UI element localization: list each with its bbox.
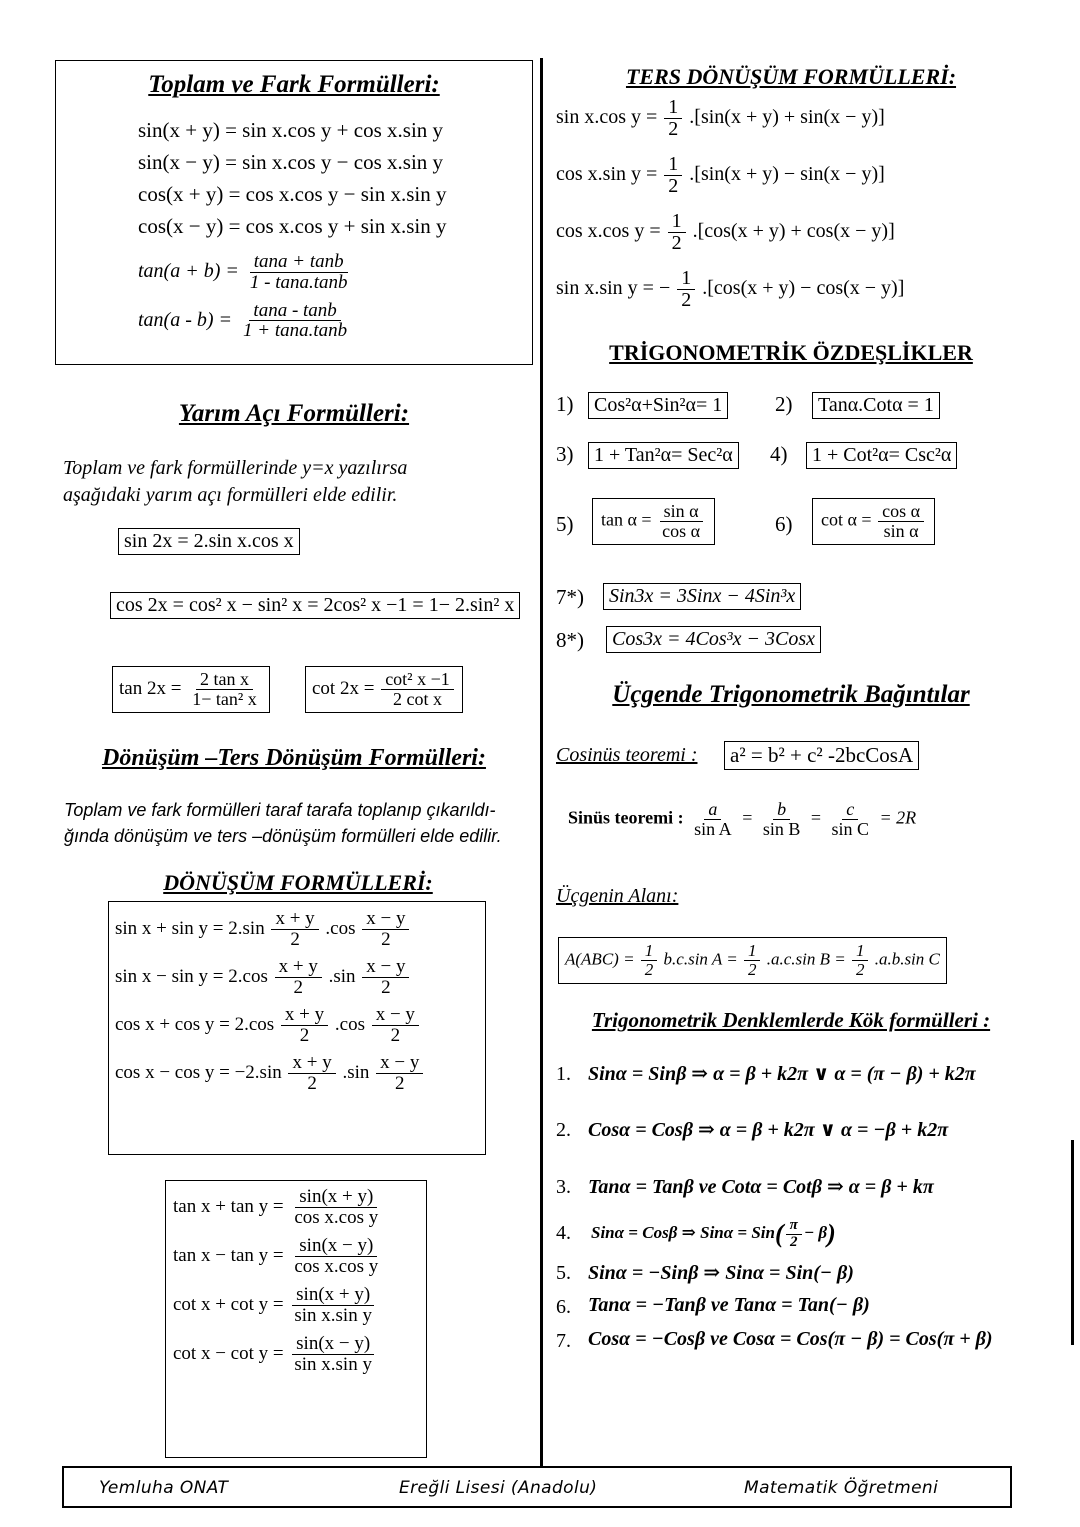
sine-theorem-row: Sinüs teoremi : $\frac{a}{\text{sin A}}$ = $\frac{b}{\text{sin B}}$ = $\frac{c}{\text{sin C}}$ = 2R <box>568 799 917 839</box>
sin2x-box: sin 2x = 2.sin x.cos x <box>118 528 300 555</box>
transform-heading: Dönüşüm –Ters Dönüşüm Formülleri: <box>102 745 486 771</box>
tan2x-box: tan 2x = $\frac{\text{2 tan x}}{\text{1− tan² x}}$ <box>112 666 270 713</box>
triangle-area-label: Üçgenin Alanı: <box>556 885 679 907</box>
root-formulas-heading: Trigonometrik Denklemlerde Kök formülleri : <box>591 1008 991 1032</box>
tan-sum-formula: tan(a + b) = $\frac{\tan a + \tan b}{1 - \tan a.\tan b}$ <box>138 250 348 293</box>
root-number-4: 4. <box>556 1222 571 1244</box>
column-divider <box>540 58 543 1466</box>
transform-intro: Toplam ve fark formülleri taraf tarafa toplanıp çıkarıldı- ğında dönüşüm ve ters –dönüşüm formülleri elde edilir. <box>64 800 502 846</box>
root-formula-5: Sinα = −Sinβ ⇒ Sinα = Sin(− β) <box>588 1262 854 1284</box>
transform-row: cos x − cos y = −2.sin $\frac{x + y}{2}$ .sin $\frac{x - y}{2}$ <box>115 1053 485 1094</box>
identity-box-4: 1 + Cot²α= Csc²α <box>806 442 957 469</box>
sum-formula: cos(x + y) = cos x.cos y − sin x.sin y <box>138 181 447 206</box>
identity-number-8: 8*) <box>556 628 584 652</box>
footer-author-name: Yemluha ONAT <box>99 1478 229 1498</box>
inverse-transform-list <box>556 97 1036 311</box>
identity-number-3: 3) <box>556 442 574 466</box>
sum-formula: cos(x − y) = cos x.cos y + sin x.sin y <box>138 213 447 238</box>
root-number-2: 2. <box>556 1119 571 1141</box>
footer-bar <box>62 1466 1012 1508</box>
inverse-transform-row: cos x.sin y = $\frac{1}{2}$ .[sin(x + y) − sin(x − y)] <box>556 153 885 197</box>
cot2x-box: cot 2x = $\frac{\text{cot² x −1}}{\text{2 cot x}}$ <box>305 666 463 713</box>
inverse-transform-row: sin x.cos y = $\frac{1}{2}$ .[sin(x + y) + sin(x − y)] <box>556 96 885 140</box>
identity-number-5: 5) <box>556 512 574 536</box>
tan-cot-row: cot x − cot y = $\frac{\sin(x - y)}{\text{sin x.sin y}}$ <box>173 1334 426 1375</box>
transform-subheading: DÖNÜŞÜM FORMÜLLERİ: <box>163 870 433 895</box>
identity-box-1: Cos²α+Sin²α= 1 <box>588 392 728 419</box>
identity-box-2: Tanα.Cotα = 1 <box>812 392 940 419</box>
root-number-5: 5. <box>556 1262 571 1284</box>
identity-box-6: cot α = $\frac{\text{cos α}}{\text{sin α}}$ <box>812 498 935 545</box>
root-formula-7: Cosα = −Cosβ ve Cosα = Cos(π − β) = Cos(π + β) <box>588 1328 993 1350</box>
root-formula-2: Cosα = Cosβ ⇒ α = β + k2π ∨ α = −β + k2π <box>588 1119 949 1141</box>
inverse-transform-row: cos x.cos y = $\frac{1}{2}$ .[cos(x + y) + cos(x − y)] <box>556 210 895 254</box>
identity-number-6: 6) <box>775 512 793 536</box>
identity-number-1: 1) <box>556 392 574 416</box>
root-formula-3: Tanα = Tanβ ve Cotα = Cotβ ⇒ α = β + kπ <box>588 1176 934 1198</box>
identity-box-7: Sin3x = 3Sinx − 4Sin³x <box>603 583 801 610</box>
inverse-transform-heading: TERS DÖNÜŞÜM FORMÜLLERİ: <box>625 64 957 89</box>
identity-box-5: tan α = $\frac{\text{sin α}}{\text{cos α}}$ <box>592 498 715 545</box>
footer-role: Matematik Öğretmeni <box>744 1478 939 1498</box>
sum-formula: sin(x − y) = sin x.cos y − cos x.sin y <box>138 149 444 174</box>
transform-formulas-box <box>108 901 486 1155</box>
cosine-theorem-label: Cosinüs teoremi : <box>556 744 698 766</box>
transform-row: sin x + sin y = 2.sin $\frac{x + y}{2}$ .cos $\frac{x - y}{2}$ <box>115 909 485 950</box>
sum-difference-box <box>55 60 533 365</box>
cos2x-box: cos 2x = cos² x − sin² x = 2cos² x −1 = 1− 2.sin² x <box>110 592 520 619</box>
transform-row: cos x + cos y = 2.cos $\frac{x + y}{2}$ .cos $\frac{x - y}{2}$ <box>115 1005 485 1046</box>
root-number-6: 6. <box>556 1296 571 1318</box>
half-angle-heading: Yarım Açı Formülleri: <box>178 400 410 427</box>
root-number-7: 7. <box>556 1330 571 1352</box>
root-number-3: 3. <box>556 1176 571 1198</box>
inverse-transform-row: sin x.sin y = − $\frac{1}{2}$ .[cos(x + y) − cos(x − y)] <box>556 267 905 311</box>
triangle-heading: Üçgende Trigonometrik Bağıntılar <box>612 681 970 708</box>
identity-number-4: 4) <box>770 442 788 466</box>
identity-number-7: 7*) <box>556 585 584 609</box>
triangle-area-box: A(ABC) = $\frac{1}{2}$ b.c.sin A = $\frac{1}{2}$ .a.c.sin B = $\frac{1}{2}$ .a.b.sin C <box>558 937 947 984</box>
tan-cot-row: cot x + cot y = $\frac{\sin(x + y)}{\text{sin x.sin y}}$ <box>173 1285 426 1326</box>
root-formula-1: Sinα = Sinβ ⇒ α = β + k2π ∨ α = (π − β) + k2π <box>588 1063 976 1085</box>
half-angle-intro: Toplam ve fark formüllerinde y=x yazılırsa aşağıdaki yarım açı formülleri elde edilir. <box>63 457 408 506</box>
tan-cot-row: tan x + tan y = $\frac{\sin(x + y)}{\text{cos x.cos y}}$ <box>173 1186 379 1228</box>
root-formula-4: Sinα = Cosβ ⇒ Sinα = Sin( $\frac{\pi}{2}$ − β) <box>591 1217 836 1250</box>
root-number-1: 1. <box>556 1063 571 1085</box>
identity-box-3: 1 + Tan²α= Sec²α <box>588 442 739 469</box>
root-formula-6: Tanα = −Tanβ ve Tanα = Tan(− β) <box>588 1294 870 1316</box>
tan-cot-sum-box <box>165 1180 427 1458</box>
identities-heading: TRİGONOMETRİK ÖZDEŞLİKLER <box>609 340 973 365</box>
sum-difference-heading: Toplam ve Fark Formülleri: <box>148 71 440 98</box>
footer-school: Ereğli Lisesi (Anadolu) <box>399 1478 598 1498</box>
transform-row: sin x − sin y = 2.cos $\frac{x + y}{2}$ .sin $\frac{x - y}{2}$ <box>115 957 485 998</box>
tan-cot-row: tan x − tan y = $\frac{\sin(x - y)}{\text{cos x.cos y}}$ <box>173 1234 379 1277</box>
identity-box-8: Cos3x = 4Cos³x − 3Cosx <box>606 626 821 653</box>
sum-formula: sin(x + y) = sin x.cos y + cos x.sin y <box>138 118 444 142</box>
tan-difference-formula: tan(a - b) = $\frac{\tan a - \tan b}{1 + \tan a.\tan b}$ <box>138 299 348 342</box>
cosine-theorem-formula: a² = b² + c² -2bcCosA <box>724 741 919 770</box>
identity-number-2: 2) <box>775 392 793 416</box>
right-edge-mark <box>1071 1140 1074 1345</box>
